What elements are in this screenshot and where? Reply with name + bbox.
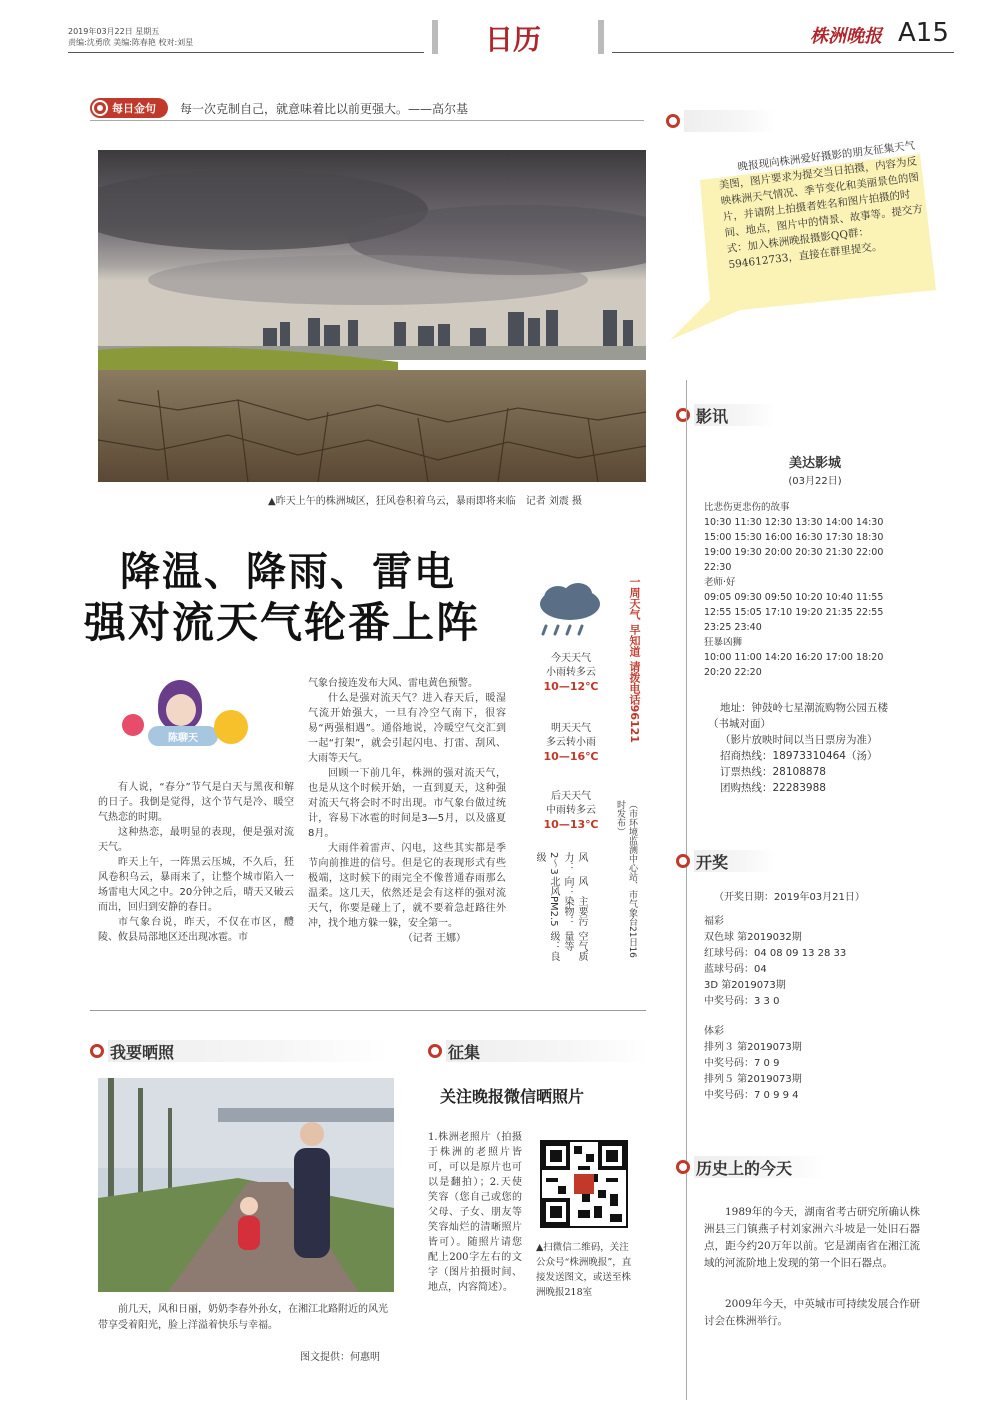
- rain-cloud-icon: [536, 582, 602, 638]
- weather-pollutant: 主要污染物：PM2.5: [548, 896, 587, 927]
- heart-icon: [122, 714, 144, 736]
- history-para2: 2009年今天，中英城市可持续发展合作研讨会在株洲举行。: [704, 1298, 920, 1327]
- qr-note: ▲扫微信二维码，关注公众号“株洲晚报”，直接发送图文，或送至株洲晚报218室: [536, 1242, 632, 1298]
- lottery-blue: 蓝球号码：04: [704, 964, 767, 975]
- sun-icon: [214, 710, 248, 744]
- history-header: [676, 1156, 826, 1178]
- share-photo: [98, 1078, 394, 1292]
- weather-after-temp: 10—13℃: [543, 818, 599, 831]
- film-title: 比悲伤更悲伤的故事: [704, 502, 790, 513]
- collect-headline: 关注晚报微信晒照片: [440, 1087, 585, 1106]
- lottery-p3: 排列３ 第2019073期: [704, 1042, 802, 1053]
- article-para: 这种热恋，最明显的表现，便是强对流天气。: [98, 827, 294, 853]
- circle-icon: [676, 1160, 690, 1174]
- share-caption: 前几天，风和日丽，奶奶李春外孙女，在湘江北路附近的风光带享受着阳光，脸上洋溢着快乐与幸福。: [98, 1304, 388, 1331]
- avatar-face: [166, 694, 196, 726]
- weather-tomorrow-temp: 10—16℃: [543, 750, 599, 763]
- zhengmeitu-bubble: [660, 140, 940, 350]
- weather-tomorrow: [534, 722, 608, 764]
- zhengmeitu-header: [666, 110, 776, 132]
- weather-today-label: 今天天气: [551, 653, 591, 664]
- film-title: 老师·好: [704, 577, 736, 588]
- photo-share-title: 我要晒照: [108, 1040, 390, 1062]
- masthead-logo: 株洲晚报: [810, 26, 882, 47]
- weather-today-temp: 10—12℃: [543, 680, 599, 693]
- weather-after: [534, 790, 608, 832]
- cinema-films: [704, 500, 924, 680]
- circle-icon: [428, 1044, 442, 1058]
- lottery-header: [676, 850, 776, 872]
- cinema-header: [676, 404, 776, 426]
- lottery-p3-win: 中奖号码：7 0 9: [704, 1058, 780, 1069]
- article-para: 回顾一下前几年，株洲的强对流天气，也是从这个时候开始，一直到夏天，这种强对流天气将会时不时出现。市气象台做过统计，容易下冰雹的时间是3—5月，以及盛夏8月。: [308, 768, 506, 839]
- weather-wind-force: 风力：2～3级: [534, 852, 587, 875]
- film-times: 09:05 09:30 09:50 10:20 10:40 11:55: [704, 592, 884, 603]
- cinema-title: 影讯: [694, 404, 776, 426]
- film-times: 15:00 15:30 16:00 16:30 17:30 18:30: [704, 532, 884, 543]
- qr-code[interactable]: [540, 1140, 628, 1228]
- column-badge-label: 陈聊天: [168, 732, 198, 744]
- photo-share-header: [90, 1040, 390, 1062]
- quote-text: 每一次克制自己，就意味着比以前更强大。——高尔基: [180, 102, 469, 116]
- cinema-phone3: 团购热线：22283988: [720, 782, 826, 794]
- cinema-contact: [708, 700, 950, 796]
- collect-title: 征集: [446, 1040, 648, 1062]
- cinema-address2: （书城对面）: [708, 718, 771, 730]
- weather-extra: [532, 852, 588, 962]
- lottery-3d-win: 中奖号码：3 3 0: [704, 996, 780, 1007]
- lottery-red: 红球号码：04 08 09 13 28 33: [704, 948, 847, 959]
- circle-icon: [676, 408, 690, 422]
- weather-vertical-title: 一周天气 早知道 请拨电话96121: [628, 576, 641, 743]
- film-times: 20:20 22:20: [704, 667, 762, 678]
- film-title: 狂暴凶狮: [704, 637, 743, 648]
- article-col2: [308, 676, 506, 946]
- article-col1: [98, 780, 294, 945]
- zhengmeitu-text: 晚报现向株洲爱好摄影的朋友征集天气美图，图片要求为提交当日拍摄，内容为反映株洲天气情况、季节变化和美丽景色的图片，并请附上拍摄者姓名和图片拍摄的时间、地点，图片中的情景、故事等。提交方式：加入株洲晚报摄影QQ群：594612733，直接在群里提交。: [718, 139, 924, 272]
- lottery-ssq: 双色球 第2019032期: [704, 932, 802, 943]
- collect-header: [428, 1040, 648, 1062]
- weather-after-desc: 中雨转多云: [546, 805, 596, 816]
- lottery-3d: 3D 第2019073期: [704, 980, 786, 991]
- weather-tomorrow-label: 明天天气: [551, 723, 591, 734]
- weather-vertical-source: （市环境监测中心站、市气象台21日16时发布）: [615, 800, 637, 958]
- weather-wind-dir: 风向：北风: [548, 876, 587, 897]
- share-credit: 图文提供：何惠明: [300, 1352, 380, 1363]
- header-date: 2019年03月22日 星期五: [68, 27, 160, 36]
- zhengmeitu-title: [684, 110, 776, 132]
- page-number: A15: [898, 18, 949, 48]
- header-divider-right: [598, 20, 604, 54]
- cinema-phone1: 招商热线：18973310464（汤）: [720, 750, 878, 762]
- history-title: 历史上的今天: [694, 1156, 826, 1178]
- film-times: 10:30 11:30 12:30 13:30 14:00 14:30: [704, 517, 884, 528]
- quote-badge: [90, 98, 168, 118]
- article-byline: （记者 王娜）: [402, 933, 466, 944]
- lottery-welfare: 福彩: [704, 916, 724, 927]
- article-para: 气象台接连发布大风、雷电黄色预警。: [308, 678, 478, 689]
- history-para1: 1989年的今天，湖南省考古研究所确认株洲县三门镇燕子村刘家洲六斗坡是一处旧石器点，距今约20万年以前。它是湖南省在湘江流域的河流阶地上发现的第一个旧石器点。: [704, 1206, 920, 1269]
- film-times: 19:00 19:30 20:00 20:30 21:30 22:00: [704, 547, 884, 558]
- weather-today: [534, 652, 608, 694]
- article-para: 有人说，“春分”节气是白天与黑夜和解的日子。我倒是觉得，这个节气是冷、暖空气热恋的时期。: [98, 782, 294, 823]
- cinema-name: 美达影城: [788, 456, 841, 471]
- headline-line1: 降温、降雨、雷电: [120, 549, 456, 595]
- section-title: 日历: [484, 23, 541, 56]
- cinema-phone2: 订票热线：28108878: [720, 766, 826, 778]
- article-para: 大雨伴着雷声、闪电，这些其实都是季节向前推进的信号。但是它的表现形式有些极端，这时候下的雨完全不像普通春雨那么温柔。这几天，依然还是会有这样的强对流天气，你要是碰上了，就不要着急赶路往外冲，找个地方躲一躲，安全第一。: [308, 843, 506, 929]
- cinema-date: (03月22日): [788, 476, 842, 487]
- weather-tomorrow-desc: 多云转小雨: [546, 737, 596, 748]
- film-times: 12:55 15:05 17:10 19:20 21:35 22:55: [704, 607, 884, 618]
- circle-icon: [676, 854, 690, 868]
- weather-after-label: 后天天气: [551, 791, 591, 802]
- cinema-address: 地址：钟鼓岭七星潮流购物公园五楼: [720, 702, 888, 714]
- headline-line2: 强对流天气轮番上阵: [84, 598, 481, 647]
- quote-label: 每日金句: [112, 102, 156, 115]
- film-times: 10:00 11:00 14:20 16:20 17:00 18:20: [704, 652, 884, 663]
- weather-today-desc: 小雨转多云: [546, 667, 596, 678]
- cinema-note: （影片放映时间以当日票房为准）: [720, 734, 878, 746]
- lottery-p5-win: 中奖号码：7 0 9 9 4: [704, 1090, 799, 1101]
- collect-text: 1.株洲老照片（拍摄于株洲的老照片皆可，可以是原片也可以是翻拍）；2.天使笑容（您自己或您的父母、子女、朋友等笑容灿烂的清晰照片皆可）。随照片请您配上200字左右的文字（图片拍摄时间、地点，内容简述）。: [428, 1132, 522, 1293]
- film-times: 23:25 23:40: [704, 622, 762, 633]
- film-times: 22:30: [704, 562, 732, 573]
- header-editors: 责编:沈勇欣 美编:陈春艳 校对:刘星: [68, 38, 194, 47]
- column-badge: [118, 680, 264, 754]
- weather-aqi: 空气质量等级：良: [548, 931, 587, 962]
- article-para: 什么是强对流天气？进入春天后，暖湿气流开始强大，一旦有冷空气南下，很容易“两强相遇”。通俗地说，冷暖空气交汇到一起“打架”，就会引起闪电、打雷、刮风、大雨等天气。: [308, 693, 506, 764]
- lottery-sports: 体彩: [704, 1026, 724, 1037]
- lottery-p5: 排列５ 第2019073期: [704, 1074, 802, 1085]
- article-para: 市气象台说，昨天，不仅在市区，醴陵、攸县局部地区还出现冰雹。市: [98, 917, 294, 943]
- lottery-title: 开奖: [694, 850, 776, 872]
- circle-icon: [666, 114, 680, 128]
- article-para: 昨天上午，一阵黑云压城，不久后，狂风卷积乌云，暴雨来了，让整个城市陷入一场雷电大风之中。20分钟之后，晴天又破云而出，回归到安静的春日。: [98, 857, 294, 913]
- circle-icon: [94, 102, 106, 114]
- main-photo-caption: ▲昨天上午的株洲城区，狂风卷积着乌云，暴雨即将来临 记者 刘震 摄: [268, 496, 583, 507]
- header-divider-left: [432, 20, 438, 54]
- lottery-results: [704, 914, 934, 1104]
- circle-icon: [90, 1044, 104, 1058]
- main-photo: [98, 150, 646, 482]
- lottery-date: （开奖日期：2019年03月21日）: [714, 892, 865, 903]
